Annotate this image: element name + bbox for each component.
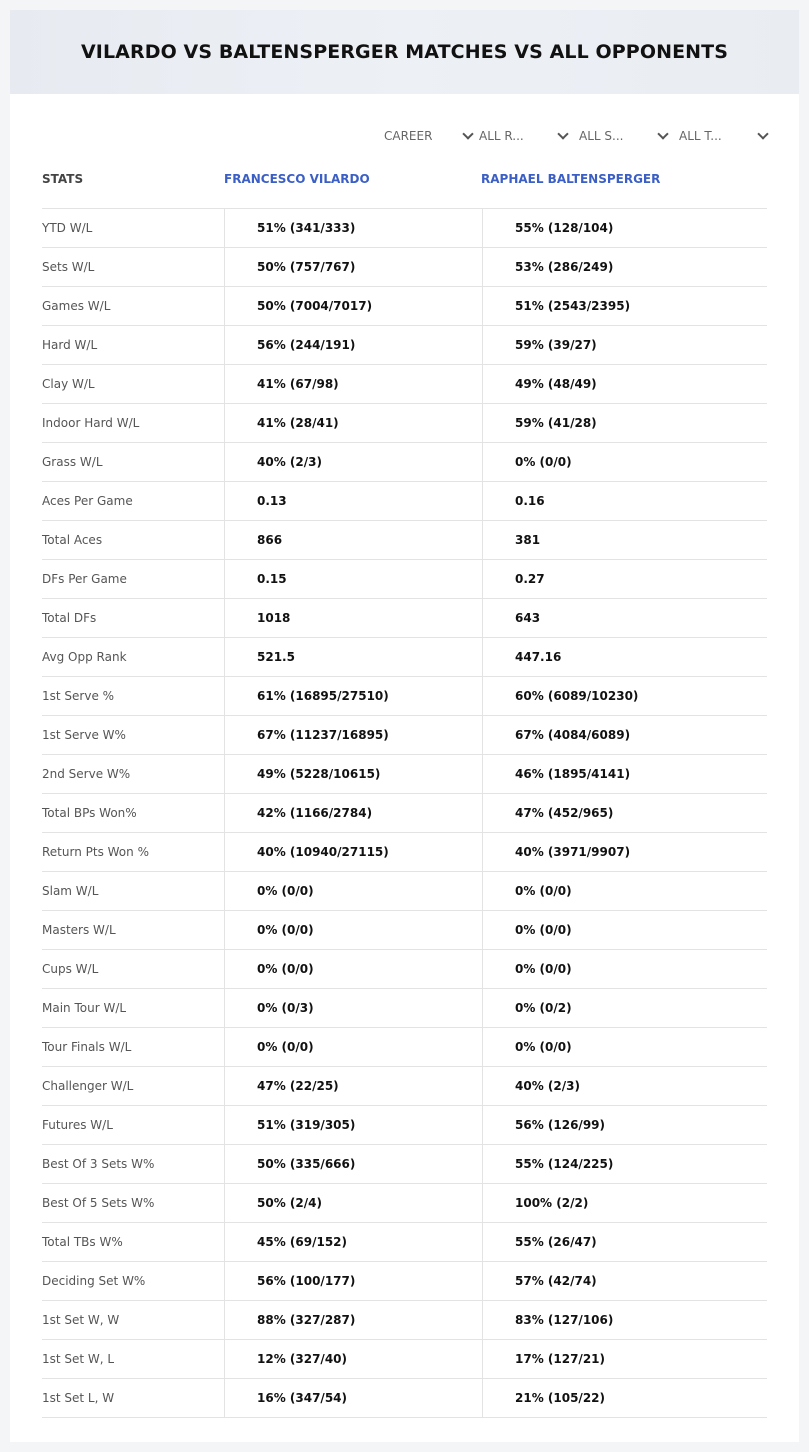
- stat-label: Deciding Set W%: [42, 1274, 146, 1288]
- page-title: VILARDO VS BALTENSPERGER MATCHES VS ALL OPPONENTS: [80, 41, 729, 63]
- player2-stat-value: 40% (2/3): [482, 1067, 767, 1105]
- player2-stat-value: 643: [482, 599, 767, 637]
- stats-table: [42, 208, 767, 1418]
- stat-label: Challenger W/L: [42, 1079, 134, 1093]
- stat-label: 1st Set W, L: [42, 1352, 115, 1366]
- stat-label: Games W/L: [42, 299, 111, 313]
- chevron-down-icon: [757, 128, 768, 139]
- player1-stat-value: 0.15: [224, 560, 482, 598]
- stat-label: Best Of 5 Sets W%: [42, 1196, 155, 1210]
- player2-stat-value: 0% (0/0): [482, 1028, 767, 1066]
- surface-select-label: ALL S...: [579, 129, 624, 143]
- table-row: [42, 989, 767, 1028]
- player1-stat-value: 61% (16895/27510): [224, 677, 482, 715]
- player1-stat-value: 0% (0/3): [224, 989, 482, 1027]
- stat-label: 1st Serve %: [42, 689, 115, 703]
- table-row: [42, 1301, 767, 1340]
- table-row: [42, 1028, 767, 1067]
- chevron-down-icon: [557, 128, 568, 139]
- player2-stat-value: 59% (41/28): [482, 404, 767, 442]
- player1-stat-value: 88% (327/287): [224, 1301, 482, 1339]
- player1-stat-value: 0.13: [224, 482, 482, 520]
- stat-label: YTD W/L: [42, 221, 93, 235]
- stat-label: Hard W/L: [42, 338, 98, 352]
- table-row: [42, 794, 767, 833]
- table-row: [42, 482, 767, 521]
- player1-stat-value: 521.5: [224, 638, 482, 676]
- player1-stat-value: 56% (244/191): [224, 326, 482, 364]
- tournament-select-label: ALL T...: [679, 129, 722, 143]
- round-select-label: ALL R...: [479, 129, 524, 143]
- player1-stat-value: 49% (5228/10615): [224, 755, 482, 793]
- table-row: [42, 560, 767, 599]
- player1-stat-value: 56% (100/177): [224, 1262, 482, 1300]
- player1-stat-value: 40% (10940/27115): [224, 833, 482, 871]
- table-row: [42, 716, 767, 755]
- stat-label: Clay W/L: [42, 377, 95, 391]
- player1-stat-value: 866: [224, 521, 482, 559]
- player2-stat-value: 0.27: [482, 560, 767, 598]
- stat-label: Indoor Hard W/L: [42, 416, 140, 430]
- chevron-down-icon: [657, 128, 668, 139]
- round-select[interactable]: [479, 126, 569, 146]
- stat-label: Total TBs W%: [42, 1235, 123, 1249]
- stat-label: Cups W/L: [42, 962, 99, 976]
- table-row: [42, 287, 767, 326]
- player2-stat-value: 0% (0/0): [482, 950, 767, 988]
- table-row: [42, 1379, 767, 1418]
- table-row: [42, 404, 767, 443]
- player2-stat-value: 57% (42/74): [482, 1262, 767, 1300]
- period-select-label: CAREER: [384, 129, 433, 143]
- player2-stat-value: 0% (0/0): [482, 443, 767, 481]
- page-header: [10, 10, 799, 94]
- player2-stat-value: 447.16: [482, 638, 767, 676]
- table-row: [42, 1145, 767, 1184]
- stat-label: 2nd Serve W%: [42, 767, 131, 781]
- player1-stat-value: 0% (0/0): [224, 872, 482, 910]
- stat-label: Aces Per Game: [42, 494, 133, 508]
- player2-stat-value: 55% (128/104): [482, 209, 767, 247]
- stat-label: Total Aces: [42, 533, 103, 547]
- player2-stat-value: 46% (1895/4141): [482, 755, 767, 793]
- player1-stat-value: 12% (327/40): [224, 1340, 482, 1378]
- stat-label: Best Of 3 Sets W%: [42, 1157, 155, 1171]
- player1-stat-value: 1018: [224, 599, 482, 637]
- player2-stat-value: 59% (39/27): [482, 326, 767, 364]
- period-select[interactable]: [384, 126, 474, 146]
- player2-stat-value: 51% (2543/2395): [482, 287, 767, 325]
- player1-link[interactable]: FRANCESCO VILARDO: [224, 172, 370, 186]
- table-row: [42, 1340, 767, 1379]
- player1-stat-value: 0% (0/0): [224, 1028, 482, 1066]
- table-row: [42, 638, 767, 677]
- table-row: [42, 1067, 767, 1106]
- table-row: [42, 1223, 767, 1262]
- player2-stat-value: 47% (452/965): [482, 794, 767, 832]
- player1-stat-value: 50% (757/767): [224, 248, 482, 286]
- table-row: [42, 248, 767, 287]
- table-row: [42, 911, 767, 950]
- player1-stat-value: 67% (11237/16895): [224, 716, 482, 754]
- stat-label: Futures W/L: [42, 1118, 113, 1132]
- player2-stat-value: 0.16: [482, 482, 767, 520]
- player1-stat-value: 47% (22/25): [224, 1067, 482, 1105]
- player1-stat-value: 50% (7004/7017): [224, 287, 482, 325]
- player1-stat-value: 41% (28/41): [224, 404, 482, 442]
- player2-stat-value: 0% (0/2): [482, 989, 767, 1027]
- stat-label: Tour Finals W/L: [42, 1040, 132, 1054]
- player1-stat-value: 42% (1166/2784): [224, 794, 482, 832]
- stat-label: Avg Opp Rank: [42, 650, 127, 664]
- stats-card: [10, 10, 799, 1442]
- player2-stat-value: 0% (0/0): [482, 911, 767, 949]
- stat-label: Total DFs: [42, 611, 97, 625]
- player1-stat-value: 45% (69/152): [224, 1223, 482, 1261]
- table-row: [42, 326, 767, 365]
- table-row: [42, 872, 767, 911]
- table-row: [42, 1106, 767, 1145]
- player1-stat-value: 40% (2/3): [224, 443, 482, 481]
- stat-label: Main Tour W/L: [42, 1001, 127, 1015]
- player1-stat-value: 41% (67/98): [224, 365, 482, 403]
- player2-stat-value: 21% (105/22): [482, 1379, 767, 1417]
- table-row: [42, 1262, 767, 1301]
- table-row: [42, 677, 767, 716]
- table-row: [42, 443, 767, 482]
- table-row: [42, 833, 767, 872]
- stat-label: Sets W/L: [42, 260, 95, 274]
- table-row: [42, 521, 767, 560]
- stat-label: Grass W/L: [42, 455, 103, 469]
- table-row: [42, 950, 767, 989]
- stat-label: Return Pts Won %: [42, 845, 149, 859]
- player2-stat-value: 40% (3971/9907): [482, 833, 767, 871]
- filter-bar: [10, 126, 799, 146]
- tournament-select[interactable]: [679, 126, 769, 146]
- player1-stat-value: 16% (347/54): [224, 1379, 482, 1417]
- player2-stat-value: 56% (126/99): [482, 1106, 767, 1144]
- player1-stat-value: 50% (335/666): [224, 1145, 482, 1183]
- player2-stat-value: 67% (4084/6089): [482, 716, 767, 754]
- player1-stat-value: 51% (341/333): [224, 209, 482, 247]
- table-row: [42, 209, 767, 248]
- player1-stat-value: 0% (0/0): [224, 950, 482, 988]
- player1-stat-value: 0% (0/0): [224, 911, 482, 949]
- stat-label: 1st Set W, W: [42, 1313, 120, 1327]
- table-row: [42, 755, 767, 794]
- stats-column-header: STATS: [42, 172, 84, 186]
- player2-stat-value: 17% (127/21): [482, 1340, 767, 1378]
- stat-label: DFs Per Game: [42, 572, 127, 586]
- player2-stat-value: 53% (286/249): [482, 248, 767, 286]
- stat-label: 1st Set L, W: [42, 1391, 115, 1405]
- table-row: [42, 1184, 767, 1223]
- player2-stat-value: 60% (6089/10230): [482, 677, 767, 715]
- stat-label: Slam W/L: [42, 884, 99, 898]
- player2-stat-value: 100% (2/2): [482, 1184, 767, 1222]
- table-row: [42, 599, 767, 638]
- chevron-down-icon: [462, 128, 473, 139]
- player1-stat-value: 50% (2/4): [224, 1184, 482, 1222]
- player2-stat-value: 83% (127/106): [482, 1301, 767, 1339]
- stat-label: 1st Serve W%: [42, 728, 126, 742]
- player2-link[interactable]: RAPHAEL BALTENSPERGER: [481, 172, 661, 186]
- surface-select[interactable]: [579, 126, 669, 146]
- player2-stat-value: 55% (124/225): [482, 1145, 767, 1183]
- player2-stat-value: 55% (26/47): [482, 1223, 767, 1261]
- player2-stat-value: 381: [482, 521, 767, 559]
- stat-label: Total BPs Won%: [42, 806, 137, 820]
- player2-stat-value: 0% (0/0): [482, 872, 767, 910]
- player2-stat-value: 49% (48/49): [482, 365, 767, 403]
- stat-label: Masters W/L: [42, 923, 116, 937]
- table-row: [42, 365, 767, 404]
- player1-stat-value: 51% (319/305): [224, 1106, 482, 1144]
